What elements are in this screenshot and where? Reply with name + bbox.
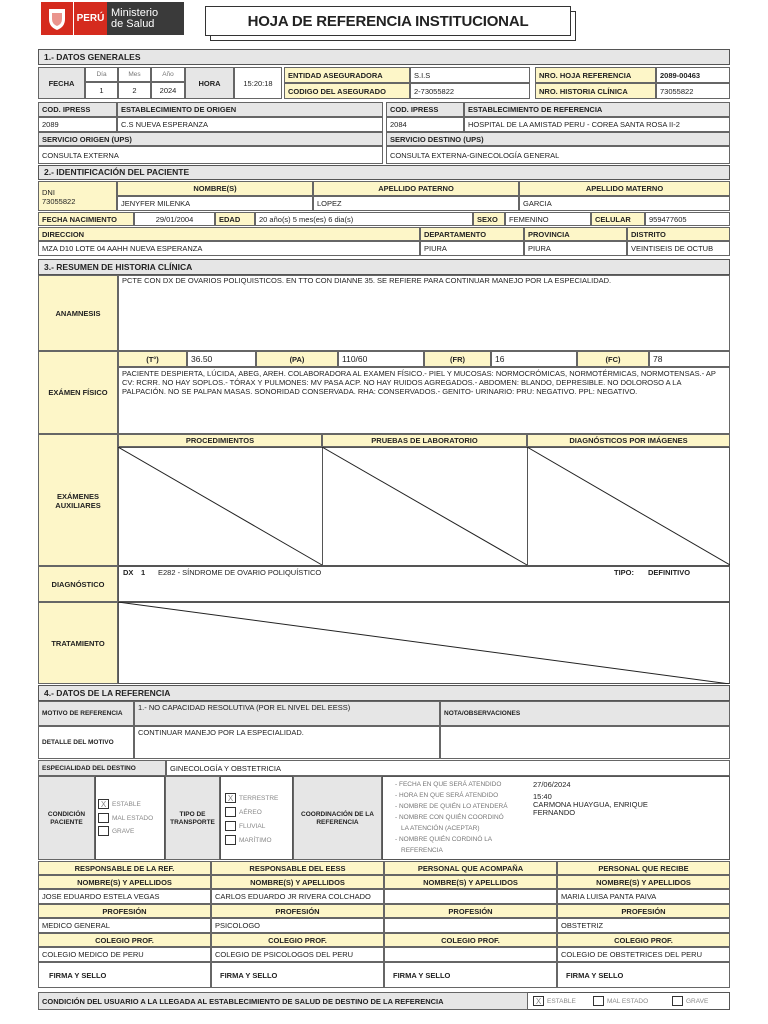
trat-label: TRATAMIENTO [38, 602, 118, 684]
acompana-colegio [384, 947, 557, 962]
img-label: DIAGNÓSTICOS POR IMÁGENES [527, 434, 730, 447]
trat-diagonal [118, 602, 730, 684]
resp-ref-nombres-label: NOMBRE(S) Y APELLIDOS [38, 875, 211, 889]
coord-coordino-label-2: LA ATENCIÓN (ACEPTAR) [401, 825, 480, 832]
transp-box [220, 776, 293, 860]
footer-label: CONDICIÓN DEL USUARIO A LA LLEGADA AL ESTABLECIMIENTO DE SALUD DE DESTINO DE LA REFERENCIA [38, 992, 528, 1010]
cond-grave-option[interactable]: GRAVE [98, 826, 134, 836]
serv-origen-label: SERVICIO ORIGEN (UPS) [38, 132, 383, 146]
esp-value: GINECOLOGÍA Y OBSTETRICIA [166, 760, 730, 776]
recibe-colegio-label: COLEGIO PROF. [557, 933, 730, 947]
resp-ref-title: RESPONSABLE DE LA REF. [38, 861, 211, 875]
coord-coordino-label: - NOMBRE CON QUIÉN COORDINÓ [395, 814, 504, 821]
resp-ref-colegio: COLEGIO MEDICO DE PERU [38, 947, 211, 962]
resp-eess-nombre: CARLOS EDUARDO JR RIVERA COLCHADO [211, 889, 384, 904]
fc-label: (FC) [577, 351, 649, 367]
tr-terrestre-option[interactable]: X TERRESTRE [225, 793, 278, 803]
transp-label: TIPO DE TRANSPORTE [165, 776, 220, 860]
est-ref-label: ESTABLECIMIENTO DE REFERENCIA [464, 102, 730, 117]
personal-recibe-title: PERSONAL QUE RECIBE [557, 861, 730, 875]
serv-destino-value: CONSULTA EXTERNA-GINECOLOGÍA GENERAL [386, 146, 730, 164]
coord-cordino-label-2: REFERENCIA [401, 847, 443, 854]
acompana-prof [384, 918, 557, 933]
acompana-colegio-label: COLEGIO PROF. [384, 933, 557, 947]
dni-cell [38, 181, 117, 211]
coord-fecha-value: 27/06/2024 [533, 780, 571, 789]
recibe-prof: OBSTETRIZ [557, 918, 730, 933]
celular-value: 959477605 [645, 212, 730, 226]
entidad-label: ENTIDAD ASEGURADORA [284, 67, 410, 83]
cod-ipress-ref-value: 2084 [386, 117, 464, 132]
dia-value: 1 [85, 82, 118, 99]
prov-value: PIURA [524, 241, 627, 256]
edad-label: EDAD [215, 212, 255, 226]
fc-value: 78 [649, 351, 730, 367]
est-origen-value: C.S NUEVA ESPERANZA [117, 117, 383, 132]
nro-hc-label: NRO. HISTORIA CLÍNICA [535, 83, 656, 99]
title-box [205, 6, 571, 34]
nro-hc-value: 73055822 [656, 83, 730, 99]
tr-maritimo-checkbox[interactable] [225, 835, 236, 845]
coord-fecha-label: - FECHA EN QUE SERÁ ATENDIDO [395, 781, 502, 788]
resp-eess-colegio-label: COLEGIO PROF. [211, 933, 384, 947]
personal-acompana-title: PERSONAL QUE ACOMPAÑA [384, 861, 557, 875]
serv-origen-value: CONSULTA EXTERNA [38, 146, 383, 164]
motivo-value: 1.- NO CAPACIDAD RESOLUTIVA (POR EL NIVEL DEL EESS) [134, 701, 440, 726]
motivo-label: MOTIVO DE REFERENCIA [38, 701, 134, 726]
cod-ipress-origen-value: 2089 [38, 117, 117, 132]
section-1-title: 1.- DATOS GENERALES [38, 49, 730, 65]
resp-eess-prof: PSICOLOGO [211, 918, 384, 933]
cond-mal-option[interactable]: MAL ESTADO [98, 813, 153, 823]
recibe-colegio: COLEGIO DE OBSTETRICES DEL PERU [557, 947, 730, 962]
coord-label: COORDINACIÓN DE LA REFERENCIA [293, 776, 382, 860]
pa-label: (PA) [256, 351, 338, 367]
recibe-firma: FIRMA Y SELLO [557, 962, 730, 988]
aux-label: EXÁMENES AUXILIARES [38, 434, 118, 566]
lab-label: PRUEBAS DE LABORATORIO [322, 434, 527, 447]
t-value: 36.50 [187, 351, 256, 367]
esp-label: ESPECIALIDAD DEL DESTINO [38, 760, 166, 776]
distrito-value: VEINTISEIS DE OCTUB [627, 241, 730, 256]
examen-label: EXÁMEN FÍSICO [38, 351, 118, 434]
entidad-value: S.I.S [410, 67, 530, 83]
resp-eess-nombres-label: NOMBRE(S) Y APELLIDOS [211, 875, 384, 889]
acompana-firma: FIRMA Y SELLO [384, 962, 557, 988]
tr-terrestre-checkbox[interactable]: X [225, 793, 236, 803]
coord-atendera-value: CARMONA HUAYGUA, ENRIQUE FERNANDO [533, 800, 648, 817]
detalle-value: CONTINUAR MANEJO POR LA ESPECIALIDAD. [134, 726, 440, 759]
depto-value: PIURA [420, 241, 524, 256]
cod-ipress-ref-label: COD. IPRESS [386, 102, 464, 117]
footer-mal-checkbox[interactable] [593, 996, 604, 1006]
hora-value: 15:20:18 [234, 67, 282, 99]
tr-aereo-option[interactable]: AÉREO [225, 807, 262, 817]
footer-mal-option[interactable]: MAL ESTADO [593, 996, 648, 1006]
ap-mat-label: APELLIDO MATERNO [519, 181, 730, 196]
footer-estable-checkbox[interactable]: X [533, 996, 544, 1006]
anio-value: 2024 [151, 82, 185, 99]
coord-atendera-label: - NOMBRE DE QUIÉN LO ATENDERÁ [395, 803, 508, 810]
footer-grave-option[interactable]: GRAVE [672, 996, 708, 1006]
dni-label: DNI [42, 188, 55, 197]
section-4-title: 4.- DATOS DE LA REFERENCIA [38, 685, 730, 701]
ministerio-label: Ministerio de Salud [107, 2, 184, 35]
cond-grave-checkbox[interactable] [98, 826, 109, 836]
dia-label: Día [85, 67, 118, 82]
nombres-value: JENYFER MILENKA [117, 196, 313, 211]
minsa-logo [41, 2, 184, 35]
nombres-label: NOMBRE(S) [117, 181, 313, 196]
mes-value: 2 [118, 82, 151, 99]
celular-label: CELULAR [591, 212, 645, 226]
depto-label: DEPARTAMENTO [420, 227, 524, 241]
t-label: (T°) [118, 351, 187, 367]
cond-mal-checkbox[interactable] [98, 813, 109, 823]
cond-estable-checkbox[interactable]: X [98, 799, 109, 809]
tipo-label: TIPO: [614, 568, 634, 577]
acompana-nombre [384, 889, 557, 904]
fr-label: (FR) [424, 351, 491, 367]
resp-eess-prof-label: PROFESIÓN [211, 904, 384, 918]
resp-ref-prof: MEDICO GENERAL [38, 918, 211, 933]
dx-value: E282 - SÍNDROME DE OVARIO POLIQUÍSTICO [158, 568, 322, 577]
dx-number: 1 [141, 568, 146, 577]
dni-value: 73055822 [42, 197, 76, 206]
ap-pat-value: LOPEZ [313, 196, 519, 211]
resp-eess-firma: FIRMA Y SELLO [211, 962, 384, 988]
dx-label: DX [123, 568, 134, 577]
coord-hora-label: - HORA EN QUE SERÁ ATENDIDO [395, 792, 499, 799]
section-2-title: 2.- IDENTIFICACIÓN DEL PACIENTE [38, 165, 730, 180]
est-origen-label: ESTABLECIMIENTO DE ORIGEN [117, 102, 383, 117]
tr-fluvial-option[interactable]: FLUVIAL [225, 821, 265, 831]
mes-label: Mes [118, 67, 151, 82]
acompana-prof-label: PROFESIÓN [384, 904, 557, 918]
acompana-nombres-label: NOMBRE(S) Y APELLIDOS [384, 875, 557, 889]
anamnesis-label: ANAMNESIS [38, 275, 118, 351]
sexo-value: FEMENINO [505, 212, 591, 226]
direccion-label: DIRECCION [38, 227, 420, 241]
ap-pat-label: APELLIDO PATERNO [313, 181, 519, 196]
anio-label: Año [151, 67, 185, 82]
fr-value: 16 [491, 351, 577, 367]
distrito-label: DISTRITO [627, 227, 730, 241]
diag-label: DIAGNÓSTICO [38, 566, 118, 602]
tipo-value: DEFINITIVO [648, 568, 691, 577]
coord-hora-value: 15:40 [533, 792, 552, 801]
cod-ipress-origen-label: COD. IPRESS [38, 102, 117, 117]
page-title: HOJA DE REFERENCIA INSTITUCIONAL [205, 6, 571, 36]
direccion-value: MZA D10 LOTE 04 AAHH NUEVA ESPERANZA [38, 241, 420, 256]
proc-label: PROCEDIMIENTOS [118, 434, 322, 447]
edad-value: 20 año(s) 5 mes(es) 6 dia(s) [255, 212, 473, 226]
fnac-label: FECHA NACIMIENTO [38, 212, 134, 226]
tr-maritimo-option[interactable]: MARÍTIMO [225, 835, 272, 845]
examen-text: PACIENTE DESPIERTA, LÚCIDA, ABEG, AREH. COLABORADORA AL EXAMEN FÍSICO.- PIEL Y MUCOSAS: NORMOCRÓMICAS, NORMOTÉRMICAS, NORMOTENSAS.- AP CV: RCRR. NO HAY SOPLOS.- TÓRAX Y PULMONES: MV PASA ACP. NO HAY RUIDOS AGREGADOS.- ABDOMEN: BLANDO, DEPRESIBLE. NO DOLOROSO A LA PALPACIÓN. NO SE PALPAN MASAS. SONORIDAD CONSERVADA. RHA: CONSERVADOS.- GENITO- URINARIO: PRU: NEGATIVO. PPL: NEGATIVO. [118, 367, 730, 434]
fecha-label: FECHA [38, 67, 85, 99]
fnac-value: 29/01/2004 [134, 212, 215, 226]
coord-cordino-label: - NOMBRE QUIÉN CORDINÓ LA [395, 836, 493, 843]
resp-eess-colegio: COLEGIO DE PSICOLOGOS DEL PERU [211, 947, 384, 962]
footer-grave-checkbox[interactable] [672, 996, 683, 1006]
serv-destino-label: SERVICIO DESTINO (UPS) [386, 132, 730, 146]
ap-mat-value: GARCIA [519, 196, 730, 211]
est-ref-value: HOSPITAL DE LA AMISTAD PERU - COREA SANTA ROSA II-2 [464, 117, 730, 132]
recibe-nombres-label: NOMBRE(S) Y APELLIDOS [557, 875, 730, 889]
footer-estable-option[interactable]: X ESTABLE [533, 996, 576, 1006]
resp-ref-prof-label: PROFESIÓN [38, 904, 211, 918]
peru-label: PERÚ [73, 2, 107, 35]
nro-hoja-value: 2089-00463 [656, 67, 730, 83]
hora-label: HORA [185, 67, 234, 99]
nro-hoja-label: NRO. HOJA REFERENCIA [535, 67, 656, 83]
cond-label: CONDICIÓN PACIENTE [38, 776, 95, 860]
recibe-nombre: MARIA LUISA PANTA PAIVA [557, 889, 730, 904]
nota-label: NOTA/OBSERVACIONES [440, 701, 730, 726]
detalle-label: DETALLE DEL MOTIVO [38, 726, 134, 759]
tr-aereo-checkbox[interactable] [225, 807, 236, 817]
resp-ref-colegio-label: COLEGIO PROF. [38, 933, 211, 947]
nota-value [440, 726, 730, 759]
resp-eess-title: RESPONSABLE DEL EESS [211, 861, 384, 875]
resp-ref-nombre: JOSE EDUARDO ESTELA VEGAS [38, 889, 211, 904]
anamnesis-text: PCTE CON DX DE OVARIOS POLIQUISTICOS. EN TTO CON DIANNE 35. SE REFIERE PARA CONTINUAR MANEJO POR LA ESPECIALIDAD. [118, 275, 730, 351]
aux-diagonals [118, 447, 730, 566]
codigo-asegurado-label: CODIGO DEL ASEGURADO [284, 83, 410, 99]
recibe-prof-label: PROFESIÓN [557, 904, 730, 918]
prov-label: PROVINCIA [524, 227, 627, 241]
resp-ref-firma: FIRMA Y SELLO [38, 962, 211, 988]
cond-estable-option[interactable]: X ESTABLE [98, 799, 141, 809]
tr-fluvial-checkbox[interactable] [225, 821, 236, 831]
pa-value: 110/60 [338, 351, 424, 367]
sexo-label: SEXO [473, 212, 505, 226]
peru-shield-icon [41, 2, 73, 35]
section-3-title: 3.- RESUMEN DE HISTORIA CLÍNICA [38, 259, 730, 275]
codigo-asegurado-value: 2-73055822 [410, 83, 530, 99]
